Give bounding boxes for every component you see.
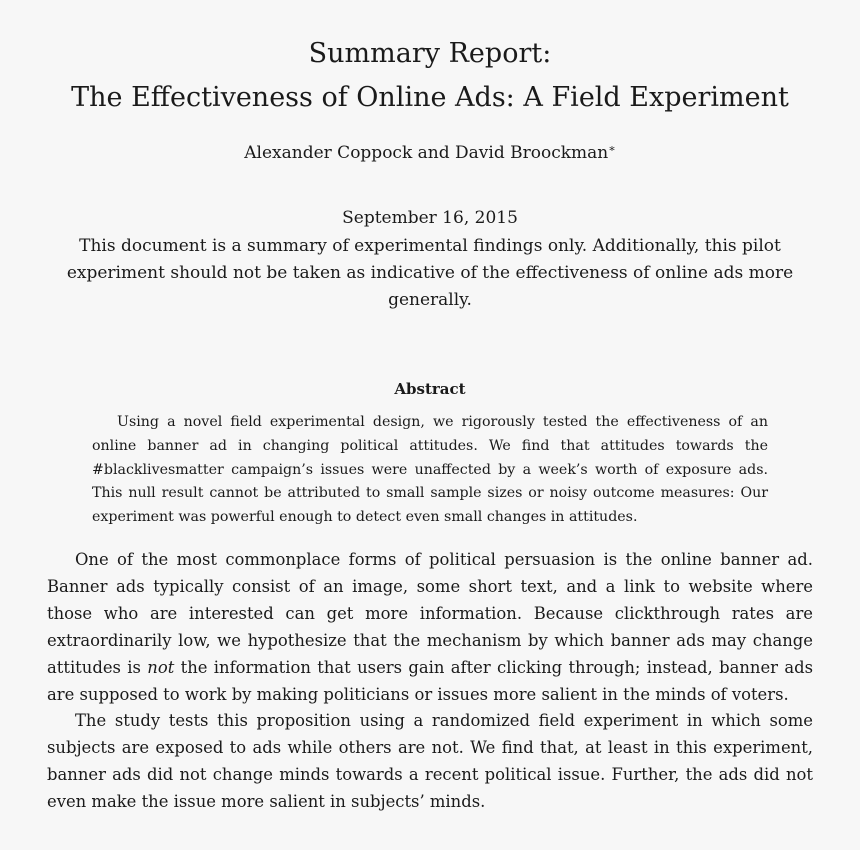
publication-date: September 16, 2015	[342, 208, 518, 228]
title-line-1: Summary Report:	[308, 38, 552, 69]
author-names: Alexander Coppock and David Broockman	[244, 143, 609, 163]
abstract-heading: Abstract	[394, 380, 466, 398]
abstract-text: Using a novel field experimental design, we rigorously tested the effectiveness of an online banner ad in changing political attitudes. We find that attitudes towards the #blacklivesmatter campaign’s issues were unaffected by a week’s worth of exposure ads. This null result cannot be attributed to small sample sizes or noisy outcome measures: Our experiment was powerful enough to detect even small changes in attitudes.	[92, 414, 768, 526]
author-footnote-mark: ∗	[608, 142, 616, 155]
para1-text-after: the information that users gain after clicking through; instead, banner ads are supposed to work by making politicians or issues more salient in the minds of voters.	[47, 658, 813, 704]
authors	[0, 141, 860, 165]
body-paragraph-2: The study tests this proposition using a randomized field experiment in which some subjects are exposed to ads while others are not. We find that, at least in this experiment, banner ads did not change minds towards a recent political issue. Further, the ads did not even make the issue more salient in subjects’ minds.	[47, 711, 813, 811]
body-paragraph-1	[47, 546, 813, 708]
para1-emphasis: not	[147, 658, 175, 677]
disclaimer: This document is a summary of experimental findings only. Additionally, this pilot experiment should not be taken as indicative of the effectiveness of online ads more generally.	[66, 236, 794, 310]
para1-text-before: One of the most commonplace forms of political persuasion is the online banner ad. Banner ads typically consist of an image, some short text, and a link to website where those who are interested can get more information. Because clickthrough rates are extraordinarily low, we hypothesize that the mechanism by which banner ads may change attitudes is	[47, 550, 813, 677]
title-line-2: The Effectiveness of Online Ads: A Field Experiment	[71, 82, 789, 113]
